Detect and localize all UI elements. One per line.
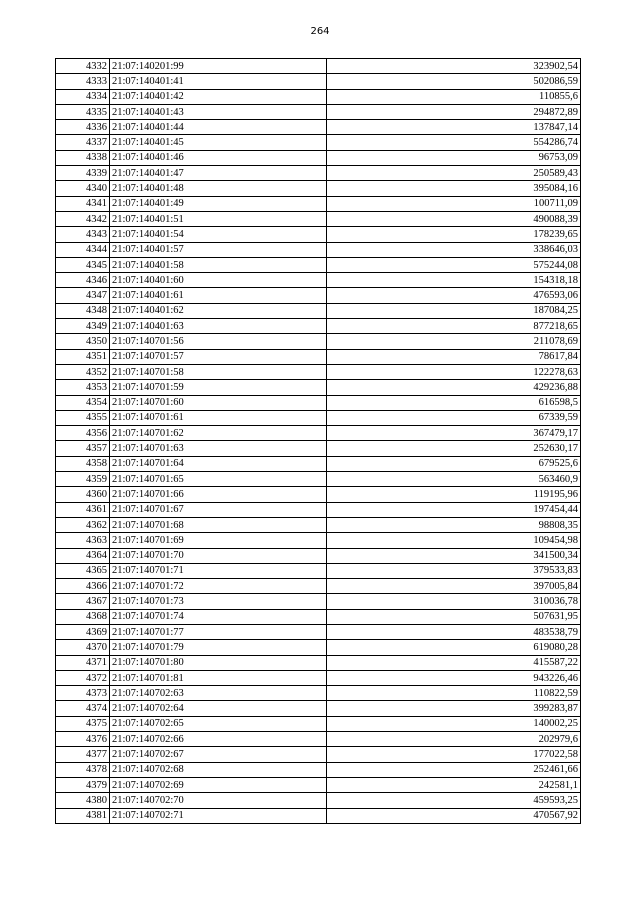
table-row	[56, 624, 581, 639]
table-body	[56, 59, 581, 824]
row-number-cell: 4349	[56, 319, 110, 334]
row-number-cell: 4339	[56, 166, 110, 181]
amount-cell: 67339,59	[327, 410, 581, 425]
cadastral-number-cell: 21:07:140401:62	[110, 303, 327, 318]
row-number-cell: 4337	[56, 135, 110, 150]
amount-cell: 122278,63	[327, 364, 581, 379]
amount-cell: 379533,83	[327, 563, 581, 578]
cadastral-number-cell: 21:07:140701:56	[110, 334, 327, 349]
amount-cell: 575244,08	[327, 257, 581, 272]
table-row	[56, 579, 581, 594]
row-number-cell: 4343	[56, 227, 110, 242]
cadastral-number-cell: 21:07:140701:80	[110, 655, 327, 670]
amount-cell: 100711,09	[327, 196, 581, 211]
amount-cell: 177022,58	[327, 747, 581, 762]
row-number-cell: 4344	[56, 242, 110, 257]
table-row	[56, 533, 581, 548]
cadastral-number-cell: 21:07:140401:63	[110, 319, 327, 334]
table-row	[56, 456, 581, 471]
amount-cell: 323902,54	[327, 59, 581, 74]
table-row	[56, 166, 581, 181]
row-number-cell: 4333	[56, 74, 110, 89]
row-number-cell: 4348	[56, 303, 110, 318]
row-number-cell: 4358	[56, 456, 110, 471]
table-row	[56, 701, 581, 716]
table-row	[56, 257, 581, 272]
cadastral-number-cell: 21:07:140701:64	[110, 456, 327, 471]
table-row	[56, 762, 581, 777]
cadastral-number-cell: 21:07:140701:58	[110, 364, 327, 379]
amount-cell: 429236,88	[327, 380, 581, 395]
row-number-cell: 4351	[56, 349, 110, 364]
amount-cell: 554286,74	[327, 135, 581, 150]
row-number-cell: 4368	[56, 609, 110, 624]
table-row	[56, 150, 581, 165]
cadastral-number-cell: 21:07:140702:69	[110, 777, 327, 792]
row-number-cell: 4353	[56, 380, 110, 395]
row-number-cell: 4379	[56, 777, 110, 792]
table-row	[56, 441, 581, 456]
cadastral-number-cell: 21:07:140701:70	[110, 548, 327, 563]
cadastral-number-cell: 21:07:140401:57	[110, 242, 327, 257]
amount-cell: 476593,06	[327, 288, 581, 303]
amount-cell: 140002,25	[327, 716, 581, 731]
cadastral-number-cell: 21:07:140701:61	[110, 410, 327, 425]
table-row	[56, 609, 581, 624]
row-number-cell: 4376	[56, 732, 110, 747]
row-number-cell: 4365	[56, 563, 110, 578]
cadastral-number-cell: 21:07:140701:63	[110, 441, 327, 456]
table-row	[56, 732, 581, 747]
amount-cell: 367479,17	[327, 426, 581, 441]
amount-cell: 178239,65	[327, 227, 581, 242]
row-number-cell: 4373	[56, 686, 110, 701]
row-number-cell: 4370	[56, 640, 110, 655]
cadastral-number-cell: 21:07:140401:51	[110, 211, 327, 226]
row-number-cell: 4372	[56, 670, 110, 685]
row-number-cell: 4332	[56, 59, 110, 74]
row-number-cell: 4350	[56, 334, 110, 349]
table-row	[56, 563, 581, 578]
amount-cell: 202979,6	[327, 732, 581, 747]
cadastral-number-cell: 21:07:140702:66	[110, 732, 327, 747]
amount-cell: 470567,92	[327, 808, 581, 823]
cadastral-number-cell: 21:07:140701:73	[110, 594, 327, 609]
amount-cell: 490088,39	[327, 211, 581, 226]
cadastral-number-cell: 21:07:140401:48	[110, 181, 327, 196]
row-number-cell: 4335	[56, 104, 110, 119]
amount-cell: 252461,66	[327, 762, 581, 777]
row-number-cell: 4360	[56, 487, 110, 502]
cadastral-number-cell: 21:07:140701:62	[110, 426, 327, 441]
table-row	[56, 670, 581, 685]
cadastral-number-cell: 21:07:140401:42	[110, 89, 327, 104]
cadastral-number-cell: 21:07:140701:79	[110, 640, 327, 655]
cadastral-number-cell: 21:07:140701:59	[110, 380, 327, 395]
cadastral-number-cell: 21:07:140701:65	[110, 472, 327, 487]
row-number-cell: 4362	[56, 517, 110, 532]
table-row	[56, 303, 581, 318]
amount-cell: 395084,16	[327, 181, 581, 196]
row-number-cell: 4363	[56, 533, 110, 548]
amount-cell: 197454,44	[327, 502, 581, 517]
amount-cell: 252630,17	[327, 441, 581, 456]
amount-cell: 399283,87	[327, 701, 581, 716]
amount-cell: 110822,59	[327, 686, 581, 701]
amount-cell: 187084,25	[327, 303, 581, 318]
cadastral-number-cell: 21:07:140701:72	[110, 579, 327, 594]
table-row	[56, 472, 581, 487]
cadastral-number-cell: 21:07:140701:57	[110, 349, 327, 364]
table-row	[56, 89, 581, 104]
amount-cell: 415587,22	[327, 655, 581, 670]
row-number-cell: 4374	[56, 701, 110, 716]
row-number-cell: 4334	[56, 89, 110, 104]
cadastral-number-cell: 21:07:140701:60	[110, 395, 327, 410]
cadastral-number-cell: 21:07:140401:58	[110, 257, 327, 272]
amount-cell: 98808,35	[327, 517, 581, 532]
cadastral-number-cell: 21:07:140401:60	[110, 273, 327, 288]
amount-cell: 242581,1	[327, 777, 581, 792]
table-row	[56, 74, 581, 89]
amount-cell: 483538,79	[327, 624, 581, 639]
amount-cell: 616598,5	[327, 395, 581, 410]
row-number-cell: 4347	[56, 288, 110, 303]
table-row	[56, 349, 581, 364]
page-number: 264	[310, 26, 330, 37]
row-number-cell: 4345	[56, 257, 110, 272]
row-number-cell: 4364	[56, 548, 110, 563]
amount-cell: 294872,89	[327, 104, 581, 119]
table-row	[56, 502, 581, 517]
cadastral-number-cell: 21:07:140401:61	[110, 288, 327, 303]
cadastral-number-cell: 21:07:140701:81	[110, 670, 327, 685]
amount-cell: 211078,69	[327, 334, 581, 349]
cadastral-number-cell: 21:07:140401:43	[110, 104, 327, 119]
amount-cell: 96753,09	[327, 150, 581, 165]
table-row	[56, 487, 581, 502]
row-number-cell: 4355	[56, 410, 110, 425]
cadastral-number-cell: 21:07:140702:71	[110, 808, 327, 823]
amount-cell: 110855,6	[327, 89, 581, 104]
table-row	[56, 319, 581, 334]
table-row	[56, 273, 581, 288]
row-number-cell: 4356	[56, 426, 110, 441]
cadastral-number-cell: 21:07:140201:99	[110, 59, 327, 74]
cadastral-number-cell: 21:07:140702:68	[110, 762, 327, 777]
table-row	[56, 686, 581, 701]
table-row	[56, 410, 581, 425]
row-number-cell: 4378	[56, 762, 110, 777]
table-row	[56, 242, 581, 257]
data-table	[55, 58, 581, 824]
cadastral-number-cell: 21:07:140401:47	[110, 166, 327, 181]
table-row	[56, 104, 581, 119]
cadastral-number-cell: 21:07:140401:46	[110, 150, 327, 165]
cadastral-number-cell: 21:07:140401:54	[110, 227, 327, 242]
amount-cell: 78617,84	[327, 349, 581, 364]
row-number-cell: 4369	[56, 624, 110, 639]
table-row	[56, 380, 581, 395]
table-row	[56, 777, 581, 792]
amount-cell: 619080,28	[327, 640, 581, 655]
row-number-cell: 4354	[56, 395, 110, 410]
amount-cell: 679525,6	[327, 456, 581, 471]
amount-cell: 943226,46	[327, 670, 581, 685]
cadastral-number-cell: 21:07:140702:67	[110, 747, 327, 762]
row-number-cell: 4346	[56, 273, 110, 288]
amount-cell: 459593,25	[327, 793, 581, 808]
row-number-cell: 4367	[56, 594, 110, 609]
table-row	[56, 181, 581, 196]
amount-cell: 310036,78	[327, 594, 581, 609]
cadastral-number-cell: 21:07:140701:77	[110, 624, 327, 639]
row-number-cell: 4357	[56, 441, 110, 456]
table-row	[56, 808, 581, 823]
amount-cell: 563460,9	[327, 472, 581, 487]
amount-cell: 397005,84	[327, 579, 581, 594]
table-row	[56, 196, 581, 211]
amount-cell: 341500,34	[327, 548, 581, 563]
cadastral-number-cell: 21:07:140702:65	[110, 716, 327, 731]
table-row	[56, 655, 581, 670]
cadastral-number-cell: 21:07:140702:70	[110, 793, 327, 808]
table-row	[56, 364, 581, 379]
table-row	[56, 640, 581, 655]
row-number-cell: 4359	[56, 472, 110, 487]
amount-cell: 119195,96	[327, 487, 581, 502]
row-number-cell: 4371	[56, 655, 110, 670]
table-row	[56, 227, 581, 242]
cadastral-number-cell: 21:07:140401:44	[110, 120, 327, 135]
table-row	[56, 120, 581, 135]
row-number-cell: 4352	[56, 364, 110, 379]
table-row	[56, 426, 581, 441]
row-number-cell: 4340	[56, 181, 110, 196]
row-number-cell: 4361	[56, 502, 110, 517]
cadastral-number-cell: 21:07:140401:49	[110, 196, 327, 211]
table-row	[56, 334, 581, 349]
row-number-cell: 4375	[56, 716, 110, 731]
amount-cell: 338646,03	[327, 242, 581, 257]
row-number-cell: 4381	[56, 808, 110, 823]
row-number-cell: 4336	[56, 120, 110, 135]
cadastral-number-cell: 21:07:140701:67	[110, 502, 327, 517]
cadastral-number-cell: 21:07:140701:68	[110, 517, 327, 532]
table-row	[56, 716, 581, 731]
amount-cell: 154318,18	[327, 273, 581, 288]
table-row	[56, 135, 581, 150]
cadastral-number-cell: 21:07:140401:45	[110, 135, 327, 150]
amount-cell: 137847,14	[327, 120, 581, 135]
table-row	[56, 288, 581, 303]
table-row	[56, 517, 581, 532]
row-number-cell: 4377	[56, 747, 110, 762]
table-row	[56, 211, 581, 226]
cadastral-number-cell: 21:07:140701:69	[110, 533, 327, 548]
row-number-cell: 4338	[56, 150, 110, 165]
table-row	[56, 548, 581, 563]
amount-cell: 109454,98	[327, 533, 581, 548]
amount-cell: 877218,65	[327, 319, 581, 334]
cadastral-number-cell: 21:07:140701:71	[110, 563, 327, 578]
table-row	[56, 594, 581, 609]
cadastral-number-cell: 21:07:140702:64	[110, 701, 327, 716]
cadastral-number-cell: 21:07:140702:63	[110, 686, 327, 701]
table-row	[56, 395, 581, 410]
cadastral-number-cell: 21:07:140401:41	[110, 74, 327, 89]
table-row	[56, 747, 581, 762]
table-row	[56, 59, 581, 74]
row-number-cell: 4366	[56, 579, 110, 594]
amount-cell: 502086,59	[327, 74, 581, 89]
row-number-cell: 4380	[56, 793, 110, 808]
row-number-cell: 4342	[56, 211, 110, 226]
table-row	[56, 793, 581, 808]
row-number-cell: 4341	[56, 196, 110, 211]
amount-cell: 507631,95	[327, 609, 581, 624]
amount-cell: 250589,43	[327, 166, 581, 181]
cadastral-number-cell: 21:07:140701:74	[110, 609, 327, 624]
cadastral-number-cell: 21:07:140701:66	[110, 487, 327, 502]
